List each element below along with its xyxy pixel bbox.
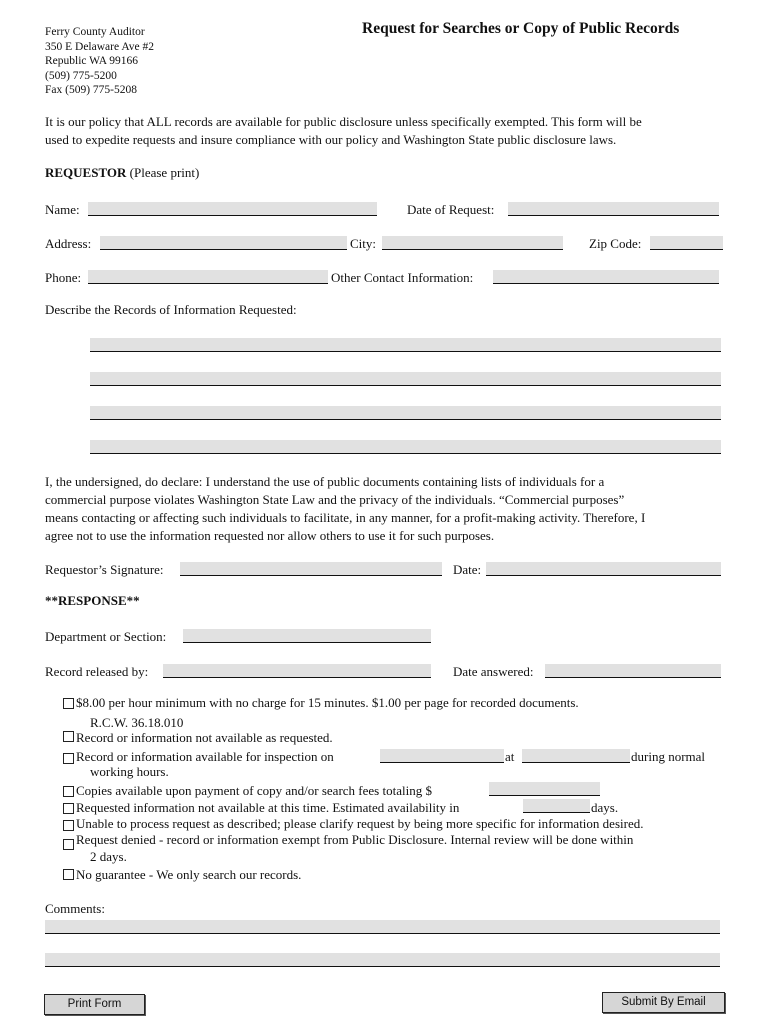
city-label: City: [350,236,377,251]
department-field[interactable] [183,629,431,643]
declaration-paragraph [45,473,645,545]
date-answered-input[interactable] [545,667,721,680]
other-contact-label: Other Contact Information: [331,270,474,285]
availability-days-input[interactable] [523,802,590,815]
no-guarantee-text: No guarantee - We only search our records. [76,867,302,882]
fee-option-text: $8.00 per hour minimum with no charge for 15 minutes. $1.00 per page for recorded documents. [76,695,579,710]
address-line: 350 E Delaware Ave #2 [45,40,154,53]
inspection-hours-text: working hours. [90,764,169,779]
availability-days-field[interactable] [523,799,590,813]
records-input-2[interactable] [90,375,721,388]
other-contact-input[interactable] [493,273,719,286]
requestor-heading-note: (Please print) [126,165,200,180]
declaration-line: I, the undersigned, do declare: I understand the use of public documents containing lists of individuals for a [45,474,605,489]
declaration-line: means contacting or affecting such individuals to facilitate, in any manner, for a profit-making activity. Therefore, I [45,510,646,525]
address-line: Ferry County Auditor [45,26,145,38]
records-input-1[interactable] [90,341,721,354]
address-line: (509) 775-5200 [45,69,117,82]
phone-input[interactable] [88,273,328,286]
denied-checkbox[interactable] [63,839,74,850]
policy-line: used to expedite requests and insure compliance with our policy and Washington State public disclosure laws. [45,132,617,147]
declaration-line: commercial purpose violates Washington State Law and the privacy of the individuals. “Commercial purposes” [45,492,625,507]
fee-rcw-text: R.C.W. 36.18.010 [90,715,184,730]
signature-label: Requestor’s Signature: [45,562,164,577]
denied-text: Request denied - record or information exempt from Public Disclosure. Internal review will be done within [76,832,634,847]
requested-na-checkbox[interactable] [63,803,74,814]
signature-date-field[interactable] [486,562,721,576]
records-line-1[interactable] [90,338,721,352]
address-field[interactable] [100,236,347,250]
signature-date-label: Date: [453,562,482,577]
requested-days-text: days. [591,800,619,815]
unable-checkbox[interactable] [63,820,74,831]
date-answered-label: Date answered: [453,664,534,679]
requestor-heading-label: REQUESTOR [45,165,127,180]
address-line: Republic WA 99166 [45,55,139,67]
records-line-4[interactable] [90,440,721,454]
inspection-date-field[interactable] [380,749,504,763]
submit-by-email-button[interactable]: Submit By Email [602,992,725,1013]
inspection-date-input[interactable] [380,752,504,765]
released-by-field[interactable] [163,664,431,678]
name-input[interactable] [88,205,377,218]
requestor-heading [45,165,199,181]
declaration-line: agree not to use the information requested nor allow others to use it for such purposes. [45,528,495,543]
comments-input-1[interactable] [45,923,720,936]
department-label: Department or Section: [45,629,167,644]
name-label: Name: [45,202,80,217]
inspection-text: Record or information available for inspection on [76,749,334,764]
signature-field[interactable] [180,562,442,576]
comments-input-2[interactable] [45,956,720,969]
denied-days-text: 2 days. [90,849,127,864]
comments-label: Comments: [45,901,105,916]
response-heading: **RESPONSE** [45,593,140,608]
no-guarantee-checkbox[interactable] [63,869,74,880]
date-answered-field[interactable] [545,664,721,678]
copies-checkbox[interactable] [63,786,74,797]
copies-fee-input[interactable] [489,785,600,798]
signature-date-input[interactable] [486,565,721,578]
date-of-request-field[interactable] [508,202,719,216]
inspection-at-text: at [505,749,515,764]
policy-paragraph [45,113,642,149]
released-by-label: Record released by: [45,664,149,679]
zip-code-label: Zip Code: [589,236,642,251]
records-line-3[interactable] [90,406,721,420]
not-available-checkbox[interactable] [63,731,74,742]
released-by-input[interactable] [163,667,431,680]
zip-code-input[interactable] [650,239,723,252]
records-line-2[interactable] [90,372,721,386]
signature-input[interactable] [180,565,442,578]
print-form-button[interactable]: Print Form [44,994,145,1015]
fee-checkbox[interactable] [63,698,74,709]
address-label: Address: [45,236,92,251]
name-field[interactable] [88,202,377,216]
form-title: Request for Searches or Copy of Public Records [362,20,680,37]
not-available-text: Record or information not available as requested. [76,730,333,745]
inspection-location-field[interactable] [522,749,630,763]
address-input[interactable] [100,239,347,252]
unable-text: Unable to process request as described; please clarify request by being more specific for information desired. [76,816,644,831]
records-input-3[interactable] [90,409,721,422]
copies-fee-field[interactable] [489,782,600,796]
copies-text: Copies available upon payment of copy and/or search fees totaling $ [76,783,432,798]
auditor-address [45,25,154,98]
describe-records-label: Describe the Records of Information Requested: [45,302,297,317]
date-of-request-label: Date of Request: [407,202,495,217]
records-input-4[interactable] [90,443,721,456]
phone-field[interactable] [88,270,328,284]
inspection-location-input[interactable] [522,752,630,765]
inspection-during-text: during normal [631,749,706,764]
phone-label: Phone: [45,270,82,285]
date-of-request-input[interactable] [508,205,719,218]
comments-line-2[interactable] [45,953,720,967]
address-line: Fax (509) 775-5208 [45,84,137,96]
city-field[interactable] [382,236,563,250]
comments-line-1[interactable] [45,920,720,934]
city-input[interactable] [382,239,563,252]
zip-code-field[interactable] [650,236,723,250]
other-contact-field[interactable] [493,270,719,284]
requested-na-text: Requested information not available at this time. Estimated availability in [76,800,460,815]
department-input[interactable] [183,632,431,645]
policy-line: It is our policy that ALL records are available for public disclosure unless specifically exempted. This form will be [45,114,642,129]
inspection-checkbox[interactable] [63,753,74,764]
